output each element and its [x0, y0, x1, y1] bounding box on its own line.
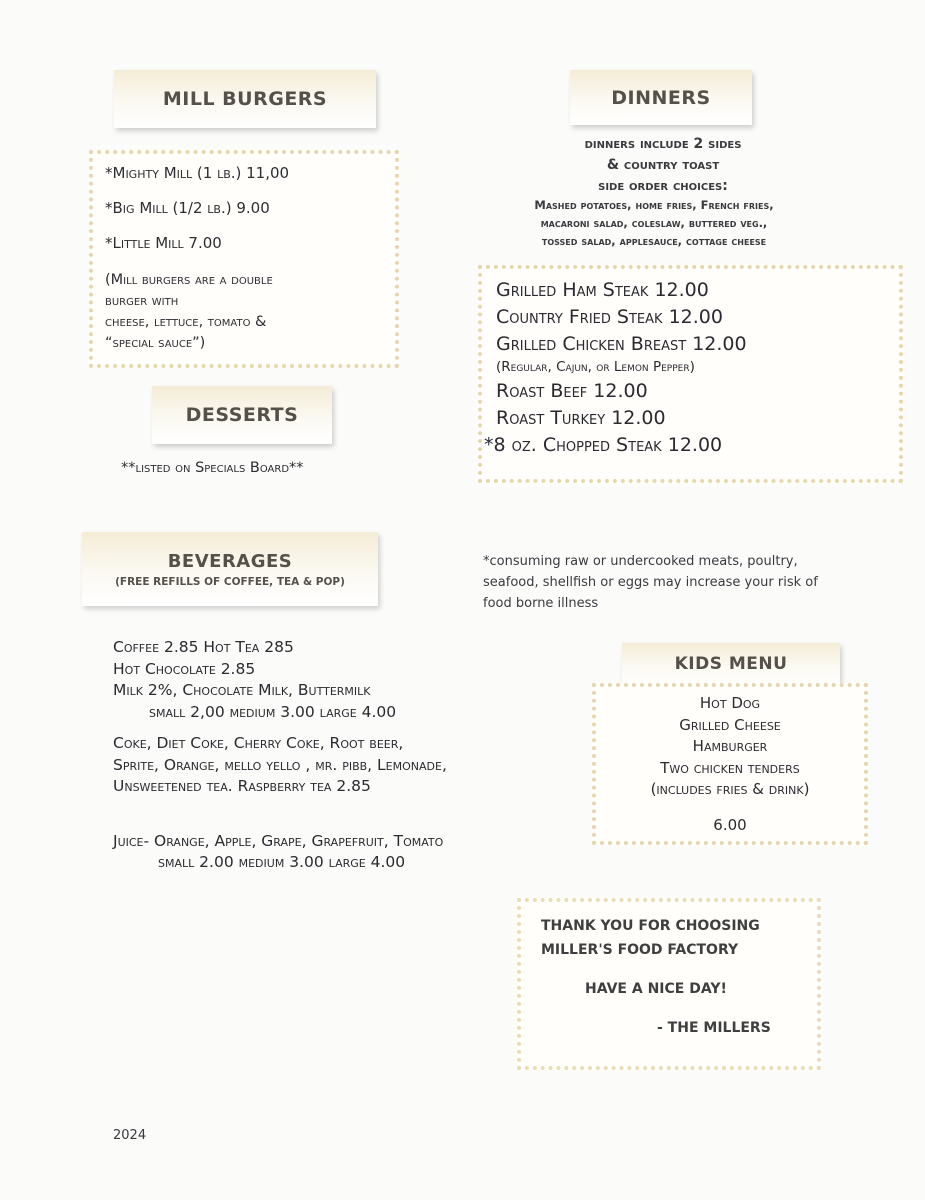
dinner-item: Grilled Chicken Breast 12.00 [496, 333, 747, 355]
beverage-line: Unsweetened tea. Raspberry tea 2.85 [113, 777, 371, 795]
dinners-banner [570, 70, 752, 125]
dinner-option-note: (Regular, Cajun, or Lemon Pepper) [496, 359, 695, 375]
burger-item: *Little Mill 7.00 [105, 234, 222, 252]
dinners-box [478, 265, 903, 483]
beverage-line: Juice- Orange, Apple, Grape, Grapefruit, Tomato [113, 831, 444, 850]
thank-you-line-2: MILLER'S FOOD FACTORY [541, 942, 739, 958]
beverages-list [113, 637, 447, 874]
dinner-item: *8 oz. Chopped Steak 12.00 [484, 434, 723, 456]
kids-price: 6.00 [713, 815, 747, 834]
burger-item: *Big Mill (1/2 lb.) 9.00 [105, 199, 270, 217]
beverage-line: Hot Chocolate 2.85 [113, 659, 256, 678]
kids-menu-box [592, 683, 868, 845]
mill-burgers-banner [114, 70, 376, 128]
burger-note: (Mill burgers are a double burger with cheese, lettuce, tomato & “special sauce”) [105, 272, 273, 351]
thank-you-box [517, 898, 821, 1070]
beverage-line: Sprite, Orange, mello yello , mr. pibb, Lemonade, [113, 755, 447, 774]
year-label: 2024 [113, 1128, 147, 1143]
dinners-title: DINNERS [611, 86, 711, 109]
beverage-line: Coke, Diet Coke, Cherry Coke, Root beer, [113, 734, 404, 752]
dinner-item: Grilled Ham Steak 12.00 [496, 279, 709, 301]
beverage-line: Milk 2%, Chocolate Milk, Buttermilk [113, 681, 371, 699]
signature: - THE MILLERS [657, 1020, 771, 1036]
desserts-title: DESSERTS [185, 404, 299, 426]
beverage-line: small 2,00 medium 3.00 large 4.00 [149, 702, 397, 721]
have-a-nice-day: HAVE A NICE DAY! [585, 981, 727, 997]
dinner-item: Country Fried Steak 12.00 [496, 306, 723, 328]
dinners-intro: dinners include 2 sides & country toast side order choices: [584, 136, 742, 194]
kids-item: Hamburger [692, 737, 768, 755]
kids-item: Two chicken tenders [660, 758, 800, 777]
kids-item: Grilled Cheese [679, 715, 781, 734]
kids-menu-banner [622, 643, 840, 685]
desserts-banner [152, 386, 332, 444]
food-safety-warning: *consuming raw or undercooked meats, poultry, seafood, shellfish or eggs may increase your risk of food borne illness [483, 554, 818, 611]
mill-burgers-title: MILL BURGERS [162, 88, 328, 110]
dinner-item: Roast Beef 12.00 [496, 380, 648, 402]
desserts-note: **listed on Specials Board** [121, 460, 304, 476]
beverages-subtitle: (FREE REFILLS OF COFFEE, TEA & POP) [115, 575, 345, 588]
beverage-line: Coffee 2.85 Hot Tea 285 [113, 638, 294, 656]
beverages-banner [82, 532, 378, 606]
dinners-sides: Mashed potatoes, home fries, French fries, macaroni salad, coleslaw, buttered veg., tossed salad, applesauce, cottage cheese [534, 198, 774, 248]
kids-menu-title: KIDS MENU [674, 654, 788, 674]
dinner-item: Roast Turkey 12.00 [496, 407, 666, 429]
thank-you-line-1: THANK YOU FOR CHOOSING [541, 918, 760, 934]
kids-item: Hot Dog [699, 694, 761, 712]
mill-burgers-box [89, 150, 399, 368]
burger-item: *Mighty Mill (1 lb.) 11,00 [105, 164, 290, 182]
beverages-title: BEVERAGES [167, 550, 293, 572]
beverage-line: small 2.00 medium 3.00 large 4.00 [158, 853, 406, 871]
kids-item: (includes fries & drink) [650, 780, 810, 798]
